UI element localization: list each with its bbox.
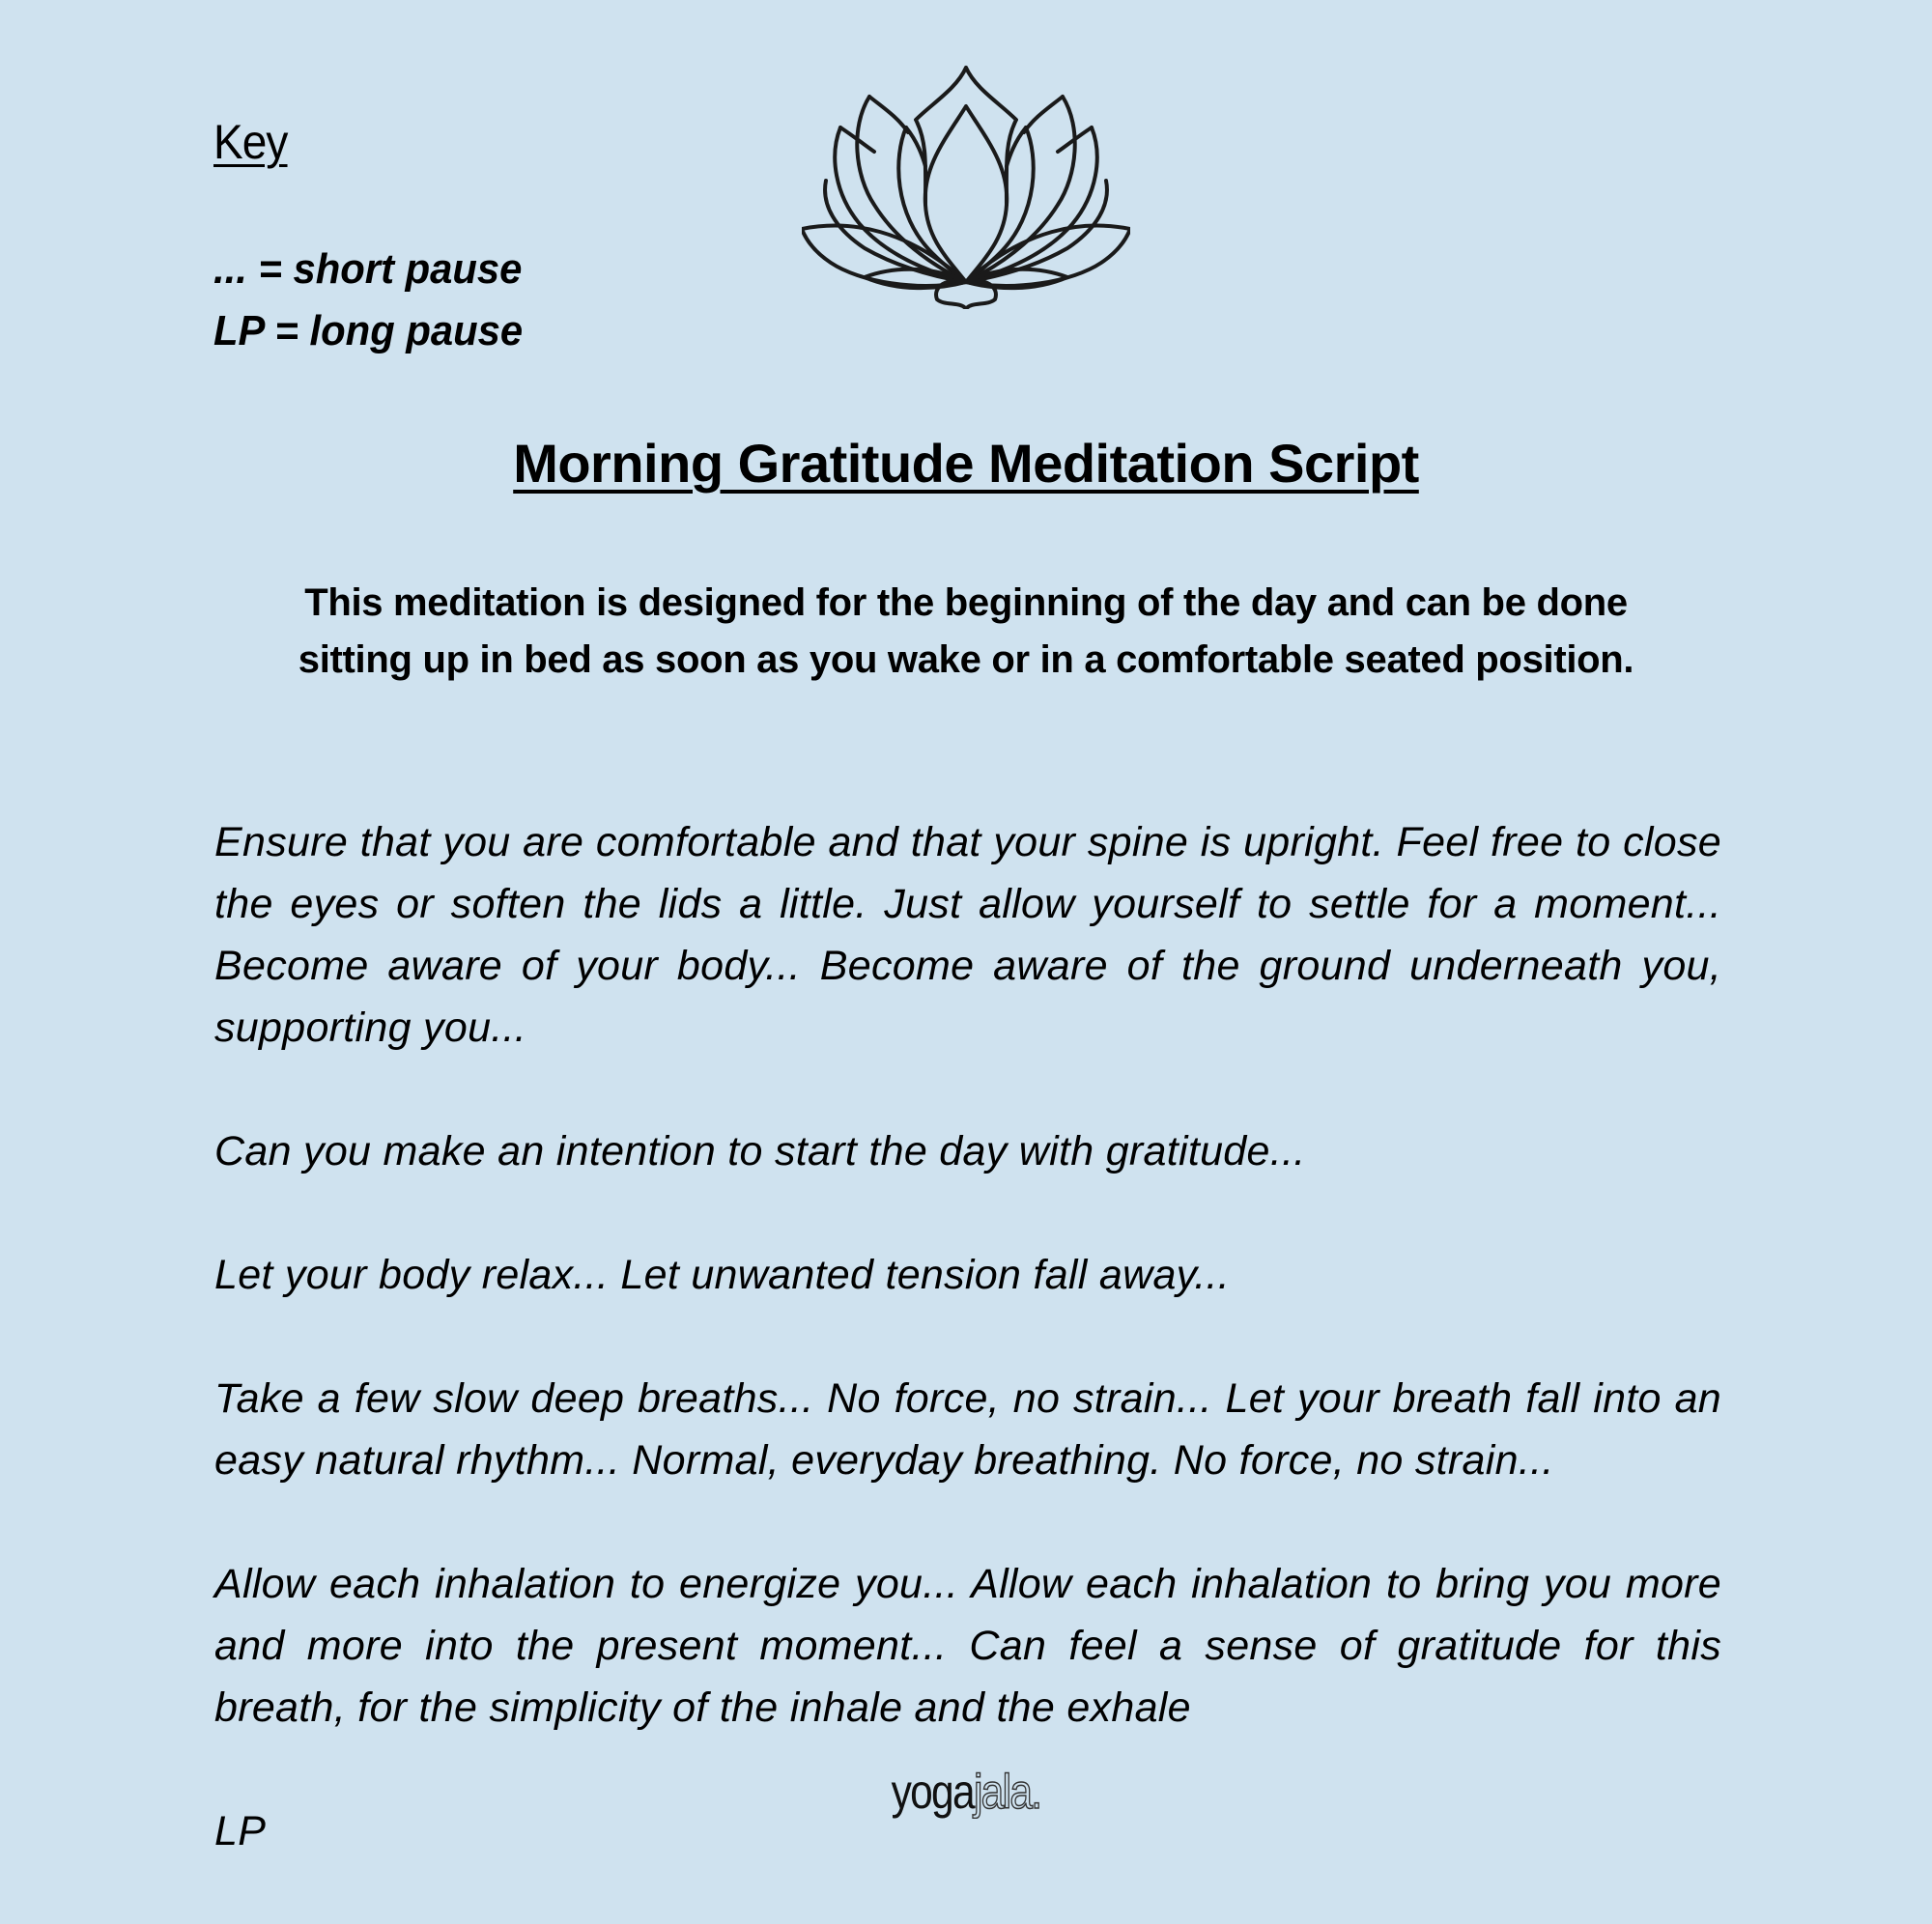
key-symbol: LP = [213,307,298,354]
script-paragraph: Can you make an intention to start the day with gratitude... [214,1128,1306,1174]
script-paragraph: Allow each inhalation to energize you... Allow each inhalation to bring you more and more into the present moment... Can feel a sense of gratitude for this breath, for the simplicity of the inhale and the exhale [214,1561,1721,1731]
key-item-long-pause [213,307,523,355]
script-paragraph: Let your body relax... Let unwanted tension fall away... [214,1252,1231,1298]
key-heading: Key [213,115,288,169]
lotus-icon [802,60,1130,309]
yogajala-logo [145,1764,1787,1820]
key-meaning: long pause [309,307,524,354]
subtitle: This meditation is designed for the beginning of the day and can be done sitting up in bed as soon as you wake or in a comfortable seated position. [298,581,1634,681]
script-body [214,811,1721,1924]
script-paragraph: Take a few slow deep breaths... No force, no strain... Let your breath fall into an easy natural rhythm... Normal, everyday breathing. No force, no strain... [214,1375,1721,1484]
key-item-short-pause [213,245,522,294]
script-paragraph: Ensure that you are comfortable and that your spine is upright. Feel free to close the eyes or soften the lids a little. Just allow yourself to settle for a moment... Become aware of your body... Become aware of the ground underneath you, supporting you... [214,819,1721,1051]
key-symbol: ... = [213,245,282,293]
logo-text-jala: jala. [973,1765,1041,1819]
key-meaning: short pause [293,245,523,293]
long-pause-marker: LP [214,1808,267,1854]
page-title: Morning Gratitude Meditation Script [513,433,1419,494]
logo-text-yoga: yoga [891,1765,974,1819]
